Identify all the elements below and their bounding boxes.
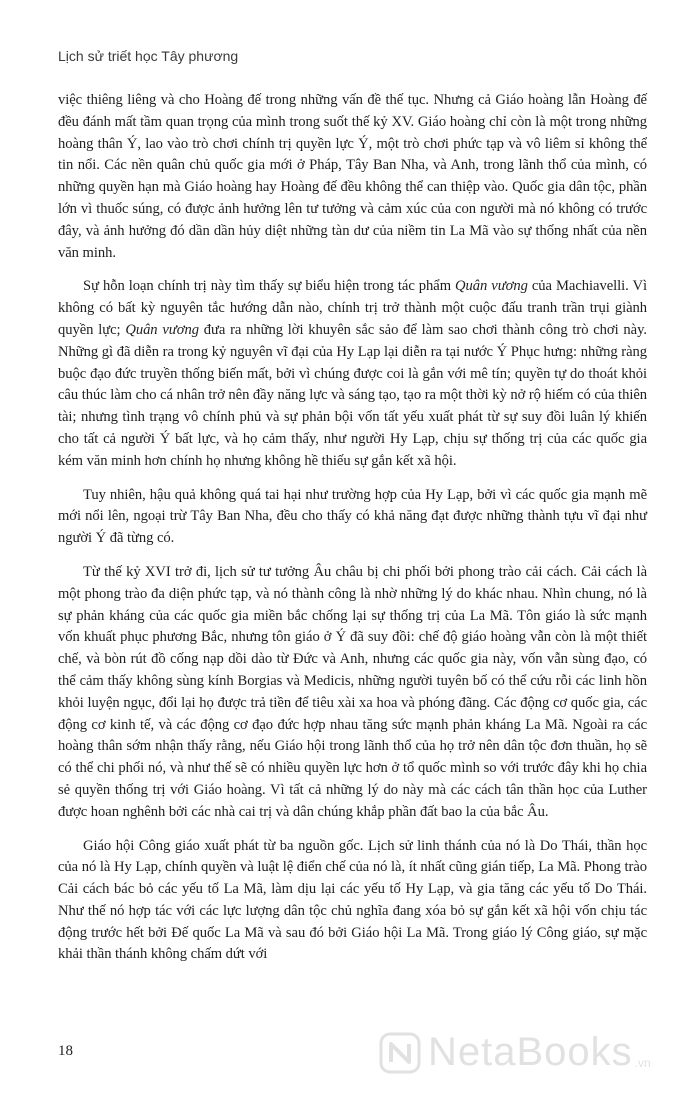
paragraph-text: Giáo hội Công giáo xuất phát từ ba nguồn gốc. Lịch sử linh thánh của nó là Do Thái, thần học của nó là Hy Lạp, chính quyền và luật lệ điển chế của nó là, ít nhất cũng gián tiếp, La Mã. Phong trào Cải cách bác bỏ các yếu tố La Mã, làm dịu lại các yếu tố Hy Lạp, và gia tăng các yếu tố Do Thái. Như thế nó hợp tác với các lực lượng dân tộc chủ nghĩa đang xóa bỏ sự gắn kết xã hội vốn chịu tác động trước hết bởi Đế quốc La Mã và sau đó bởi Giáo hội La Mã. Trong giáo lý Công giáo, sự mặc khải thần thánh không chấm dứt với <box>58 837 647 963</box>
paragraph-text: Từ thế kỷ XVI trở đi, lịch sử tư tưởng Âu châu bị chi phối bởi phong trào cải cách. Cải cách là một phong trào đa diện phức tạp, và nó thành công là nhờ những lý do khác nhau. Nhìn chung, nó là sự phản kháng của các quốc gia miền bắc chống lại sự thống trị của La Mã. Tôn giáo là sức mạnh vốn khuất phục phương Bắc, nhưng tôn giáo ở Ý đã suy đồi: chế độ giáo hoàng vẫn còn là một thiết chế, và bòn rút đồ cống nạp dồi dào từ Đức và Anh, nhưng các quốc gia này, vốn vẫn sùng đạo, có thể cảm thấy không sùng kính Borgias và Medicis, những người tuyên bố có thể cứu rỗi các linh hồn khỏi luyện ngục, đổi lại họ được trả tiền để tiêu xài xa hoa và phóng đãng. Các động cơ quốc gia, các động cơ kinh tế, và các động cơ đạo đức hợp nhau tăng sức mạnh phản kháng La Mã. Ngoài ra các hoàng thân sớm nhận thấy rằng, nếu Giáo hội trong lãnh thổ của họ trở nên dân tộc đơn thuần, họ sẽ có thể chi phối nó, và như thế sẽ có nhiều quyền lực hơn ở tổ quốc mình so với trước đây khi họ chia sẻ quyền thống trị với Giáo hoàng. Vì tất cả những lý do này mà các cách tân thần học của Luther được hoan nghênh bởi các nhà cai trị và dân chúng khắp phần đất bao la của bắc Âu. <box>58 563 647 820</box>
body-paragraph <box>58 90 647 264</box>
paragraph-text: của Machiavelli. Vì không có bất kỳ nguyên tắc hướng dẫn nào, chính trị trở thành một cuộc đấu tranh trần trụi giành quyền lực; <box>58 278 648 338</box>
running-header: Lịch sử triết học Tây phương <box>58 48 239 64</box>
page-body-text <box>58 90 647 978</box>
paragraph-text: việc thiêng liêng và cho Hoàng đế trong những vấn đề thế tục. Nhưng cả Giáo hoàng lẫn Hoàng đế đều đánh mất tầm quan trọng của mình trong suốt thế kỷ XV. Giáo hoàng chỉ còn là một trong những hoàng thân Ý, lao vào trò chơi chính trị quyền lực Ý, một trò chơi phức tạp và vô liêm sỉ không thể tin nổi. Các nền quân chủ quốc gia mới ở Pháp, Tây Ban Nha, và Anh, trong lãnh thổ của mình, có những quyền hạn mà Giáo hoàng hay Hoàng đế đều không thể can thiệp vào. Quốc gia dân tộc, phần lớn vì thuốc súng, có được ảnh hưởng lên tư tưởng và cảm xúc của con người mà nó không có trước đây, và ảnh hưởng đó dần dần hủy diệt những tàn dư của niềm tin La Mã vào sự thống nhất của nền văn minh. <box>58 92 647 261</box>
body-paragraph <box>58 562 647 824</box>
body-paragraph <box>58 836 647 967</box>
paragraph-text: Sự hỗn loạn chính trị này tìm thấy sự biểu hiện trong tác phẩm <box>83 278 456 295</box>
book-title-italic: Quân vương <box>125 321 199 338</box>
watermark-domain-suffix: .vn <box>634 1055 651 1070</box>
watermark-brand-text: NetaBooks <box>428 1030 633 1074</box>
paragraph-text: Tuy nhiên, hậu quả không quá tai hại như trường hợp của Hy Lạp, bởi vì các quốc gia mạnh mẽ mới nổi lên, ngoại trừ Tây Ban Nha, đều cho thấy có khả năng đạt được những thành tựu vĩ đại như người Ý đã từng có. <box>58 486 647 547</box>
page-number: 18 <box>58 1043 73 1059</box>
book-title-italic: Quân vương <box>455 278 528 295</box>
paragraph-text: đưa ra những lời khuyên sắc sảo để làm sao chơi thành công trò chơi này. Những gì đã diễn ra trong kỷ nguyên vĩ đại của Hy Lạp lại diễn ra tại nước Ý Phục hưng: những ràng buộc đạo đức truyền thống biến mất, bởi vì chúng được coi là gắn với mê tín; quyền tự do thoát khỏi câu thúc làm cho cá nhân trở nên đầy năng lực và sáng tạo, tạo ra một thời kỳ nở rộ hiếm có của thiên tài; nhưng tình trạng vô chính phủ và sự phản bội vốn tất yếu xuất phát từ sự suy đồi luân lý khiến cho tất cả người Ý bất lực, và họ cảm thấy, như người Hy Lạp, chịu sự thống trị của các quốc gia kém văn minh hơn chính họ nhưng không hề thiếu sự gắn kết xã hội. <box>58 321 647 469</box>
netabooks-watermark <box>378 1030 651 1075</box>
body-paragraph <box>58 276 647 472</box>
body-paragraph <box>58 485 647 550</box>
netabooks-logo-icon <box>378 1031 422 1075</box>
